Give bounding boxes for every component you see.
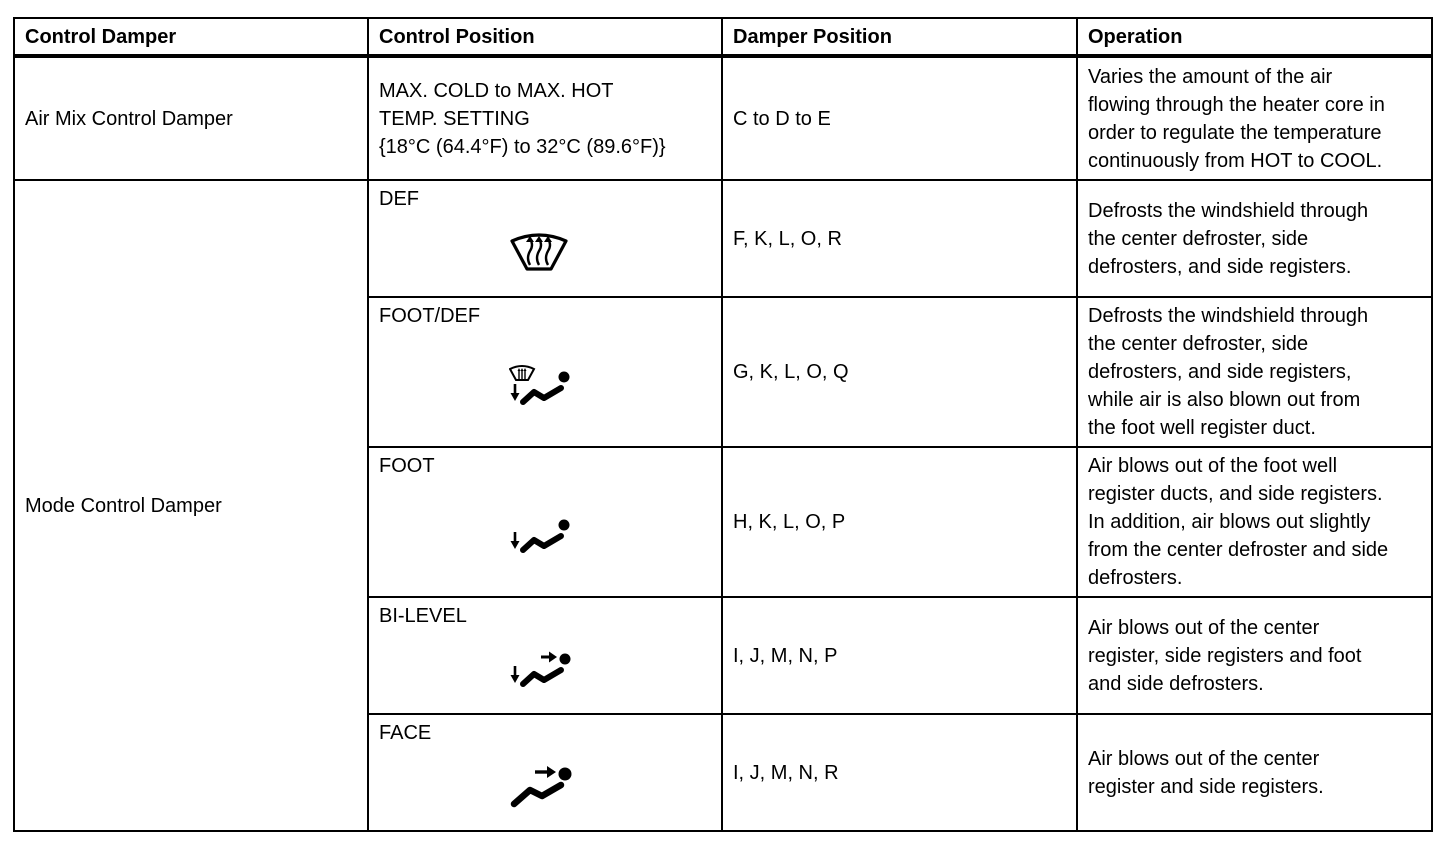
position-label: FOOT/DEF: [379, 305, 481, 327]
operation-line: Air blows out of the center: [1088, 747, 1320, 770]
cell-foot-damper-position: H, K, L, O, P: [722, 447, 1077, 597]
damper-operation-table: [13, 17, 1433, 832]
operation-line: defrosters.: [1088, 567, 1183, 589]
operation-line: defrosters, and side registers.: [1088, 255, 1352, 278]
operation-line: register ducts, and side registers.: [1088, 483, 1383, 505]
cell-def-position: [368, 180, 722, 297]
header-operation: Operation: [1077, 18, 1432, 56]
cell-face-damper-position: I, J, M, N, R: [722, 714, 1077, 831]
operation-line: register, side registers and foot: [1088, 644, 1362, 667]
cell-bi-level-damper-position: I, J, M, N, P: [722, 597, 1077, 714]
position-label: FOOT: [379, 455, 435, 477]
operation-line: flowing through the heater core in: [1088, 93, 1385, 116]
position-label: FACE: [379, 722, 432, 744]
cell-foot-position: [368, 447, 722, 597]
cell-air-mix-damper: Air Mix Control Damper: [14, 56, 368, 180]
operation-line: continuously from HOT to COOL.: [1088, 149, 1383, 172]
operation-line: the center defroster, side: [1088, 227, 1309, 250]
operation-line: order to regulate the temperature: [1088, 121, 1382, 144]
foot-icon: [509, 516, 573, 556]
operation-line: Varies the amount of the air: [1088, 65, 1333, 88]
cell-mode-control-damper: Mode Control Damper: [14, 180, 368, 831]
operation-line: Defrosts the windshield through: [1088, 199, 1369, 222]
cell-foot-def-position: [368, 297, 722, 447]
face-icon: [509, 763, 573, 809]
defroster-icon: [509, 231, 569, 275]
cell-bi-level-operation: [1077, 597, 1432, 714]
cell-foot-operation: [1077, 447, 1432, 597]
operation-line: register and side registers.: [1088, 775, 1324, 798]
cell-foot-def-operation: [1077, 297, 1432, 447]
cell-face-operation: [1077, 714, 1432, 831]
cell-def-damper-position: F, K, L, O, R: [722, 180, 1077, 297]
header-control-position: Control Position: [368, 18, 722, 56]
operation-line: while air is also blown out from: [1088, 389, 1361, 411]
operation-line: Air blows out of the center: [1088, 616, 1320, 639]
cell-foot-def-damper-position: G, K, L, O, Q: [722, 297, 1077, 447]
operation-line: the center defroster, side: [1088, 333, 1309, 355]
cell-air-mix-damper-position: C to D to E: [722, 56, 1077, 180]
cell-air-mix-operation: [1077, 56, 1432, 180]
foot-def-icon: [509, 364, 573, 406]
header-control-damper: Control Damper: [14, 18, 368, 56]
cell-air-mix-position: [368, 56, 722, 180]
position-label: DEF: [379, 188, 419, 210]
operation-line: and side defrosters.: [1088, 672, 1264, 695]
operation-line: Air blows out of the foot well: [1088, 455, 1338, 477]
cell-def-operation: [1077, 180, 1432, 297]
air-mix-position-line: TEMP. SETTING: [379, 107, 530, 130]
cell-face-position: [368, 714, 722, 831]
operation-line: the foot well register duct.: [1088, 417, 1316, 439]
air-mix-position-line: MAX. COLD to MAX. HOT: [379, 79, 614, 102]
air-mix-position-line: {18°C (64.4°F) to 32°C (89.6°F)}: [379, 135, 666, 158]
position-label: BI-LEVEL: [379, 605, 467, 627]
operation-line: Defrosts the windshield through: [1088, 305, 1369, 327]
cell-bi-level-position: [368, 597, 722, 714]
operation-line: from the center defroster and side: [1088, 539, 1389, 561]
operation-line: In addition, air blows out slightly: [1088, 511, 1371, 533]
operation-line: defrosters, and side registers,: [1088, 361, 1352, 383]
header-damper-position: Damper Position: [722, 18, 1077, 56]
table-row-def: [14, 180, 1432, 297]
table-row-air-mix: [14, 56, 1432, 180]
bi-level-icon: [509, 648, 573, 690]
table-header-row: [14, 18, 1432, 56]
